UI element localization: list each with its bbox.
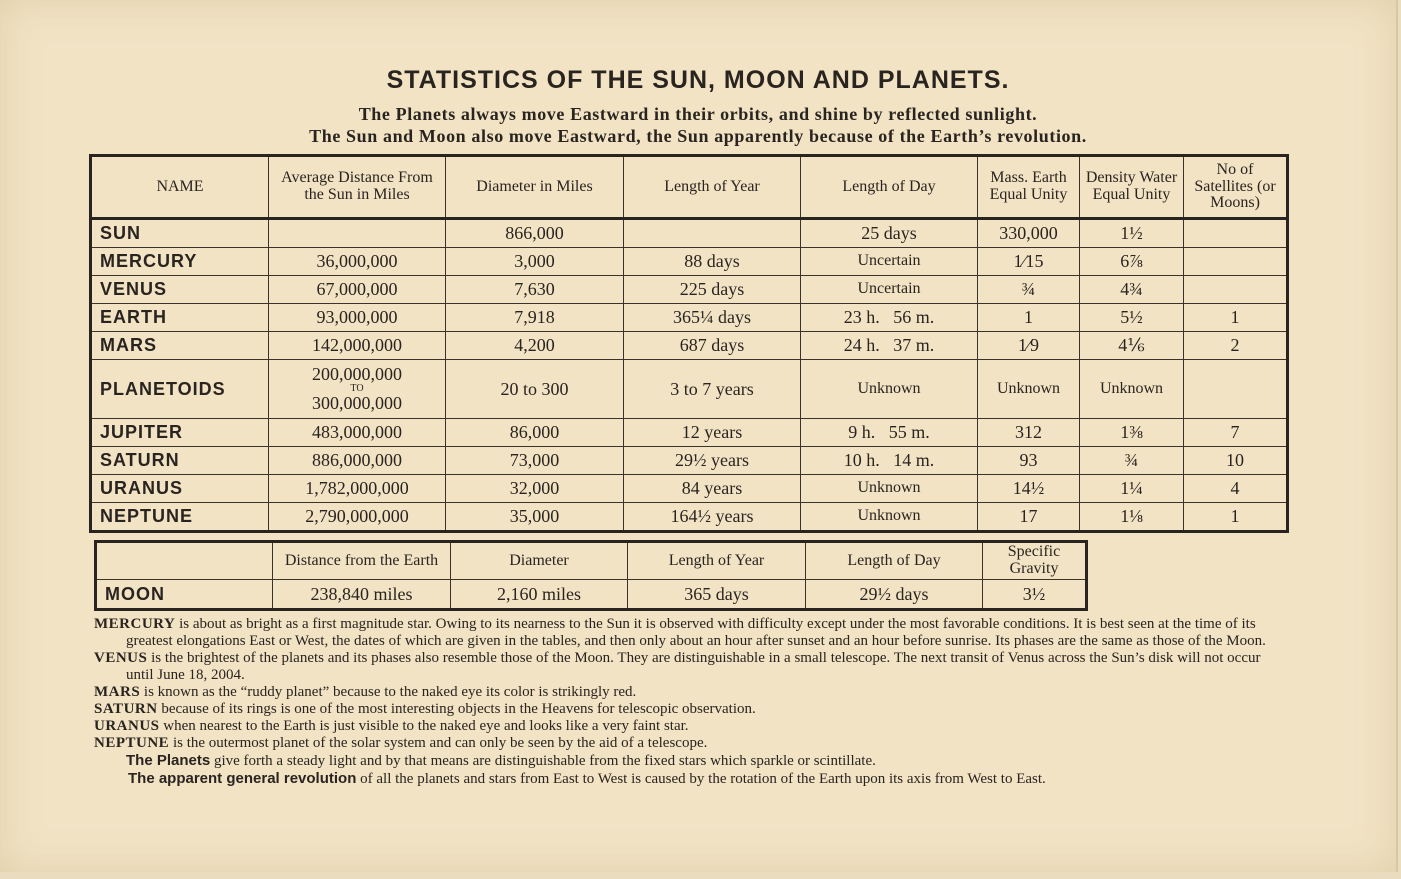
satellites-cell: 1 (1184, 304, 1288, 332)
header-distance: Average Distance From the Sun in Miles (269, 156, 446, 219)
distance-cell (269, 360, 446, 419)
satellites-cell (1184, 248, 1288, 276)
day-cell: Uncertain (801, 248, 978, 276)
diameter-cell: 4,200 (446, 332, 624, 360)
table-row (91, 475, 1288, 503)
planet-name: MERCURY (91, 248, 269, 276)
day-cell: 24 h. 37 m. (801, 332, 978, 360)
year-cell: 29½ years (624, 447, 801, 475)
satellites-cell (1184, 276, 1288, 304)
moon-gravity: 3½ (983, 580, 1087, 610)
mass-cell: 93 (978, 447, 1080, 475)
day-cell: 9 h. 55 m. (801, 419, 978, 447)
header-mass: Mass. Earth Equal Unity (978, 156, 1080, 219)
mass-cell: 312 (978, 419, 1080, 447)
planet-name: NEPTUNE (91, 503, 269, 532)
subtitle-sun-moon: The Sun and Moon also move Eastward, the Sun apparently because of the Earth’s revolution. (309, 126, 1087, 146)
diameter-cell: 86,000 (446, 419, 624, 447)
moon-header-gravity: Specific Gravity (983, 542, 1087, 580)
note-planets: The Planets give forth a steady light and by that means are distinguishable from the fixed stars which sparkle or scintillate. (126, 752, 876, 769)
planet-name: EARTH (91, 304, 269, 332)
moon-year: 365 days (628, 580, 806, 610)
moon-name: MOON (96, 580, 273, 610)
distance-cell: 142,000,000 (269, 332, 446, 360)
moon-day: 29½ days (806, 580, 983, 610)
page-title: STATISTICS OF THE SUN, MOON AND PLANETS. (386, 66, 1010, 94)
distance-cell: 36,000,000 (269, 248, 446, 276)
table-row (91, 276, 1288, 304)
distance-cell: 93,000,000 (269, 304, 446, 332)
moon-header-distance: Distance from the Earth (273, 542, 451, 580)
notes-section (94, 616, 1290, 788)
density-cell: 4¾ (1080, 276, 1184, 304)
table-row (91, 248, 1288, 276)
satellites-cell (1184, 219, 1288, 248)
moon-header-diameter: Diameter (451, 542, 628, 580)
density-cell: Unknown (1080, 360, 1184, 419)
moon-diameter: 2,160 miles (451, 580, 628, 610)
table-header-row (91, 156, 1288, 219)
header-name: NAME (91, 156, 269, 219)
diameter-cell: 32,000 (446, 475, 624, 503)
mass-cell: ¾ (978, 276, 1080, 304)
density-cell: 5½ (1080, 304, 1184, 332)
moon-header-row (96, 542, 1087, 580)
year-cell: 365¼ days (624, 304, 801, 332)
table-row (91, 503, 1288, 532)
table-row (96, 580, 1087, 610)
day-cell: Unknown (801, 360, 978, 419)
density-cell: 4⅙ (1080, 332, 1184, 360)
year-cell: 164½ years (624, 503, 801, 532)
planet-name: MARS (91, 332, 269, 360)
density-cell: ¾ (1080, 447, 1184, 475)
header-density: Density Water Equal Unity (1080, 156, 1184, 219)
mass-cell: 330,000 (978, 219, 1080, 248)
note-mars: MARS is known as the “ruddy planet” because to the naked eye its color is strikingly red. (94, 684, 637, 700)
table-row (91, 360, 1288, 419)
diameter-cell: 7,630 (446, 276, 624, 304)
note-revolution: The apparent general revolution of all the planets and stars from East to West is caused by the rotation of the Earth upon its axis from West to East. (128, 770, 1046, 787)
planet-name: JUPITER (91, 419, 269, 447)
year-cell: 12 years (624, 419, 801, 447)
mass-cell: 17 (978, 503, 1080, 532)
moon-statistics-table (94, 540, 1088, 611)
satellites-cell: 4 (1184, 475, 1288, 503)
density-cell: 1½ (1080, 219, 1184, 248)
note-venus: VENUS is the brightest of the planets and its phases also resemble those of the Moon. They are distinguishable in a small telescope. The next transit of Venus across the Sun’s disk will not occur until June 18, 2004. (94, 650, 1261, 683)
satellites-cell: 1 (1184, 503, 1288, 532)
header-year: Length of Year (624, 156, 801, 219)
moon-header-day: Length of Day (806, 542, 983, 580)
header-diameter: Diameter in Miles (446, 156, 624, 219)
density-cell: 6⅞ (1080, 248, 1184, 276)
year-cell: 687 days (624, 332, 801, 360)
table-row (91, 419, 1288, 447)
day-cell: Uncertain (801, 276, 978, 304)
distance-cell: 1,782,000,000 (269, 475, 446, 503)
density-cell: 1¼ (1080, 475, 1184, 503)
day-cell: Unknown (801, 503, 978, 532)
mass-cell: Unknown (978, 360, 1080, 419)
note-uranus: URANUS when nearest to the Earth is just visible to the naked eye and looks like a very faint star. (94, 718, 689, 734)
diameter-cell: 35,000 (446, 503, 624, 532)
day-cell: 23 h. 56 m. (801, 304, 978, 332)
density-cell: 1⅛ (1080, 503, 1184, 532)
diameter-cell: 866,000 (446, 219, 624, 248)
diameter-cell: 20 to 300 (446, 360, 624, 419)
distance-from: 200,000,000 (312, 363, 402, 384)
header-day: Length of Day (801, 156, 978, 219)
note-saturn: SATURN because of its rings is one of the most interesting objects in the Heavens for telescopic observation. (94, 701, 756, 717)
satellites-cell: 2 (1184, 332, 1288, 360)
planet-name: VENUS (91, 276, 269, 304)
distance-cell: 2,790,000,000 (269, 503, 446, 532)
day-cell: Unknown (801, 475, 978, 503)
distance-cell (269, 219, 446, 248)
moon-distance: 238,840 miles (273, 580, 451, 610)
mass-cell: 1⁄9 (978, 332, 1080, 360)
header-satellites: No of Satellites (or Moons) (1184, 156, 1288, 219)
diameter-cell: 7,918 (446, 304, 624, 332)
distance-cell: 67,000,000 (269, 276, 446, 304)
subtitle-planets: The Planets always move Eastward in their orbits, and shine by reflected sunlight. (358, 104, 1038, 124)
year-cell: 84 years (624, 475, 801, 503)
distance-to: 300,000,000 (312, 393, 402, 414)
planet-name: PLANETOIDS (91, 360, 269, 419)
note-mercury: MERCURY is about as bright as a first magnitude star. Owing to its nearness to the Sun it is observed with difficulty except under the most favorable conditions. It is best seen at the time of its greatest elongations East or West, the dates of which are given in the tables, and then only about an hour after sunset and an hour before sunrise. Its phases are the same as those of the Moon. (94, 616, 1266, 649)
year-cell: 225 days (624, 276, 801, 304)
satellites-cell: 10 (1184, 447, 1288, 475)
mass-cell: 1 (978, 304, 1080, 332)
satellites-cell (1184, 360, 1288, 419)
moon-header-blank (96, 542, 273, 580)
density-cell: 1⅜ (1080, 419, 1184, 447)
diameter-cell: 73,000 (446, 447, 624, 475)
year-cell: 88 days (624, 248, 801, 276)
year-cell: 3 to 7 years (624, 360, 801, 419)
table-row (91, 447, 1288, 475)
note-neptune: NEPTUNE is the outermost planet of the solar system and can only be seen by the aid of a telescope. (94, 735, 708, 751)
planet-statistics-table (89, 154, 1289, 533)
planet-name: SUN (91, 219, 269, 248)
year-cell (624, 219, 801, 248)
satellites-cell: 7 (1184, 419, 1288, 447)
mass-cell: 14½ (978, 475, 1080, 503)
diameter-cell: 3,000 (446, 248, 624, 276)
table-row (91, 332, 1288, 360)
planet-name: SATURN (91, 447, 269, 475)
mass-cell: 1⁄15 (978, 248, 1080, 276)
distance-to-word: TO (350, 382, 364, 394)
day-cell: 25 days (801, 219, 978, 248)
planet-name: URANUS (91, 475, 269, 503)
moon-header-year: Length of Year (628, 542, 806, 580)
table-row (91, 304, 1288, 332)
day-cell: 10 h. 14 m. (801, 447, 978, 475)
distance-cell: 483,000,000 (269, 419, 446, 447)
distance-cell: 886,000,000 (269, 447, 446, 475)
table-row (91, 219, 1288, 248)
